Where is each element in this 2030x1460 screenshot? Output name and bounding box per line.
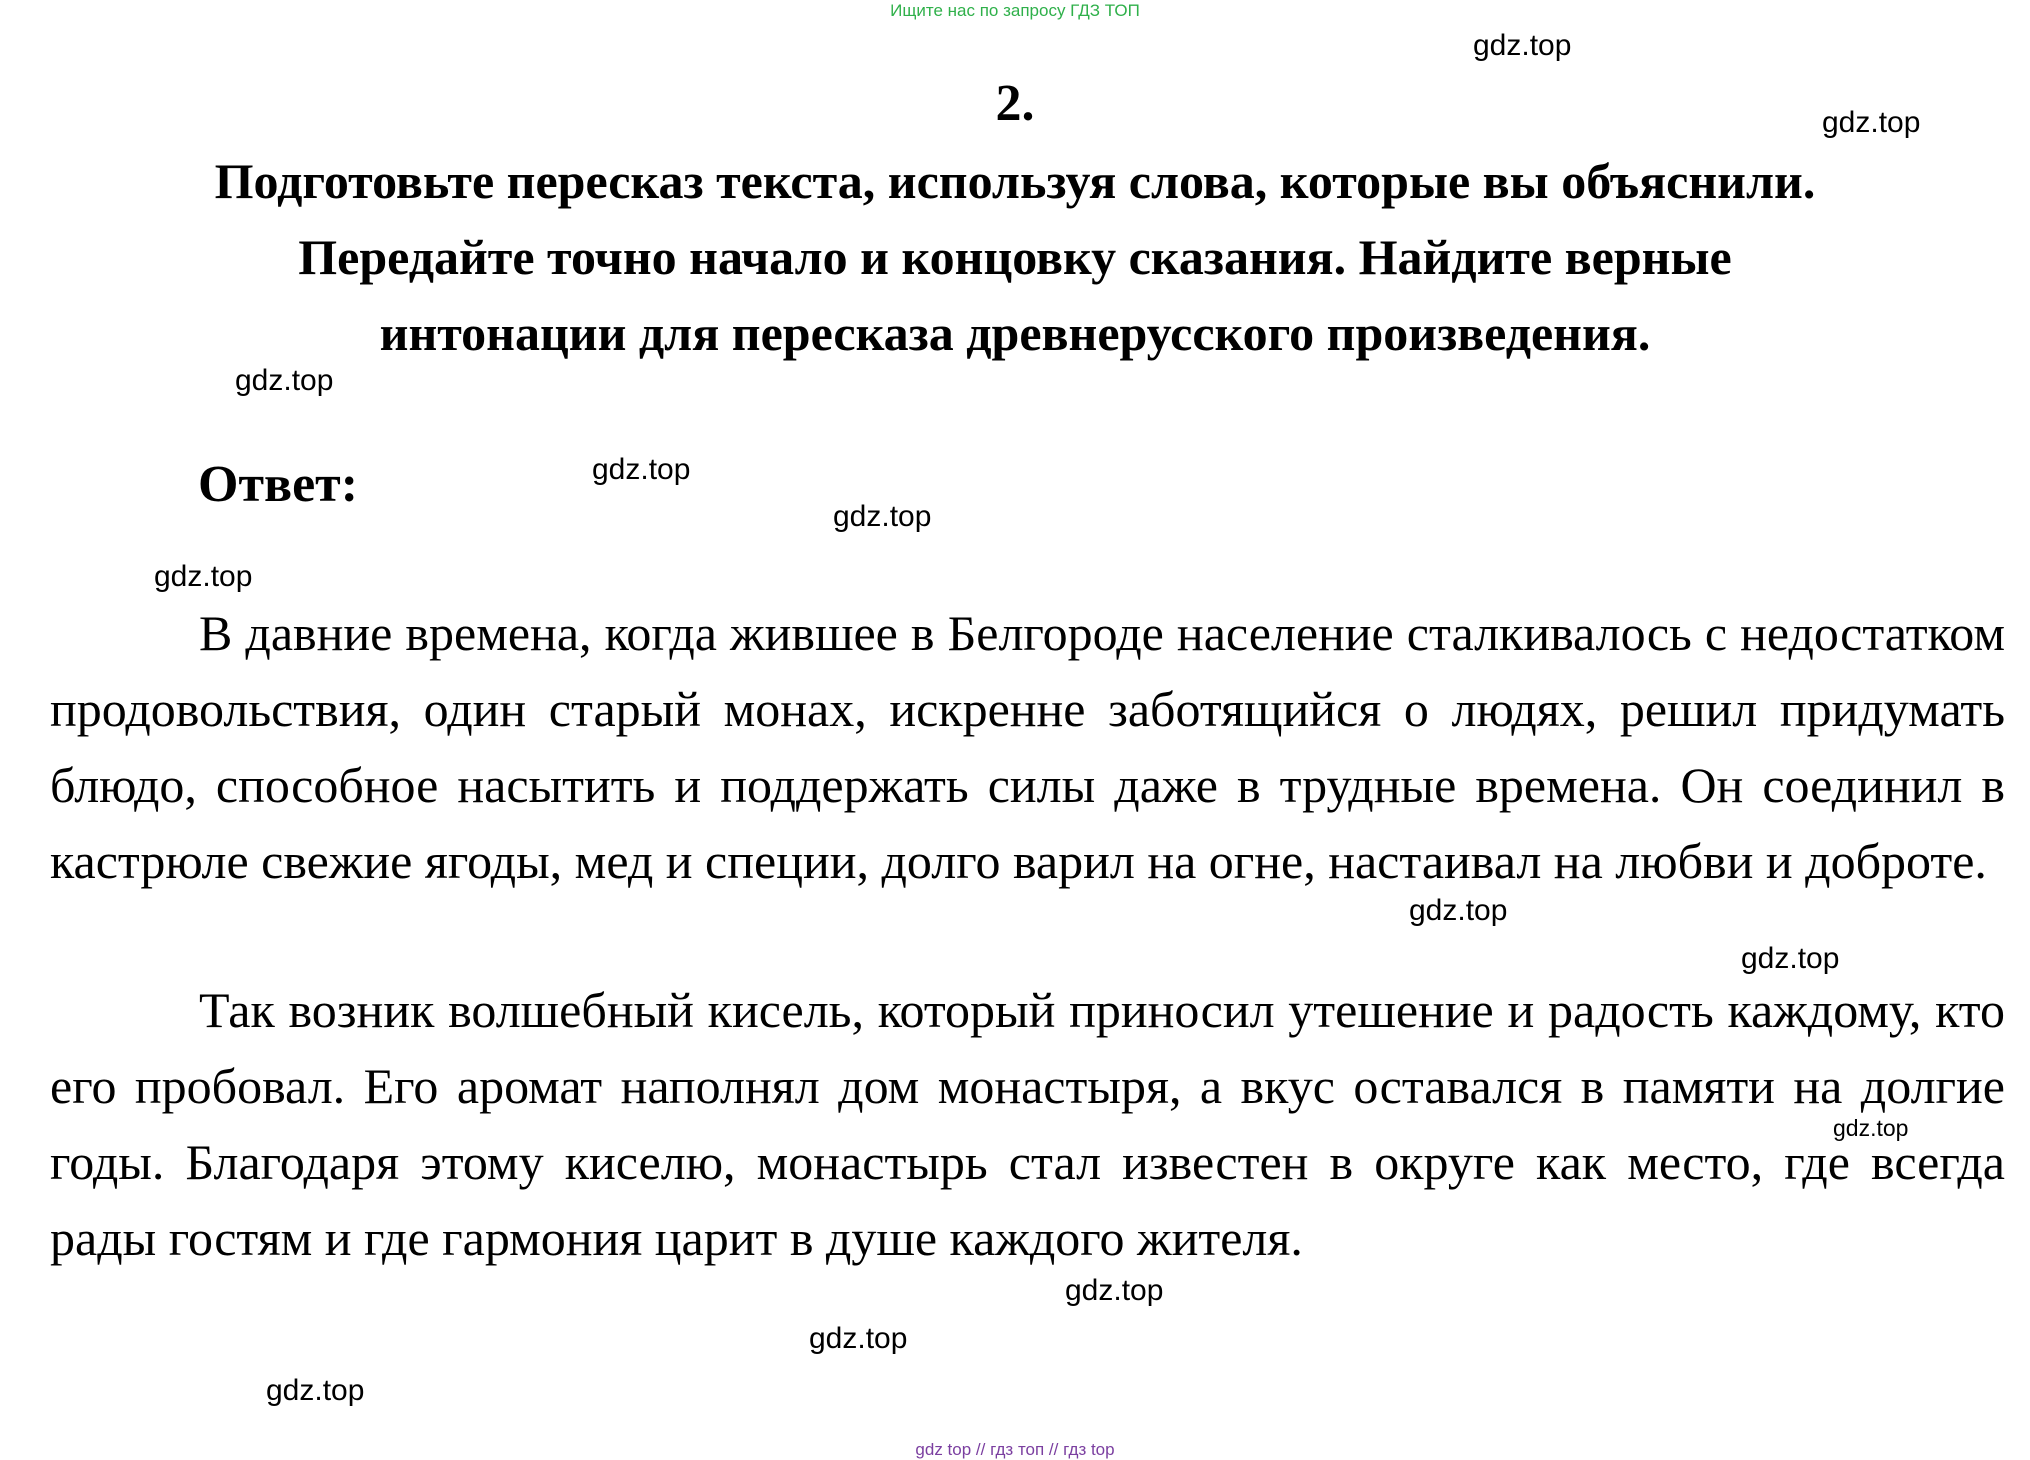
task-line: Подготовьте пересказ текста, используя слова, которые вы объяснили. [214,153,1816,209]
task-statement [60,143,1970,371]
watermark: gdz.top [235,364,334,397]
task-number: 2. [995,75,1035,132]
answer-label: Ответ: [198,456,359,513]
task-line: Передайте точно начало и концовку сказания. Найдите верные [298,229,1732,285]
watermark: gdz.top [1822,106,1921,139]
watermark: gdz.top [1065,1274,1164,1307]
answer-paragraph: Так возник волшебный кисель, который приносил утешение и радость каждому, кто его пробовал. Его аромат наполнял дом монастыря, а вкус оставался в памяти на долгие годы. Благодаря этому киселю, монастырь стал известен в округе как место, где всегда рады гостям и где гармония царит в душе каждого жителя. [50,982,2005,1266]
watermark: gdz.top [1741,942,1840,975]
watermark: gdz.top [1833,1115,1909,1141]
task-line: интонации для пересказа древнерусского произведения. [379,305,1651,361]
watermark: gdz.top [1409,894,1508,927]
watermark: gdz.top [809,1322,908,1355]
footer-links[interactable]: gdz top // гдз топ // гдз top [915,1440,1115,1459]
answer-paragraph: В давние времена, когда жившее в Белгороде население сталкивалось с недостатком продовольствия, один старый монах, искренне заботящийся о людях, решил придумать блюдо, способное насытить и поддержать силы даже в трудные времена. Он соединил в кастрюле свежие ягоды, мед и специи, долго варил на огне, настаивал на любви и доброте. [50,605,2005,889]
watermark: gdz.top [833,500,932,533]
watermark: gdz.top [592,453,691,486]
watermark: gdz.top [266,1374,365,1407]
top-banner-link[interactable]: Ищите нас по запросу ГДЗ ТОП [890,1,1140,20]
watermark: gdz.top [1473,29,1572,62]
watermark: gdz.top [154,560,253,593]
